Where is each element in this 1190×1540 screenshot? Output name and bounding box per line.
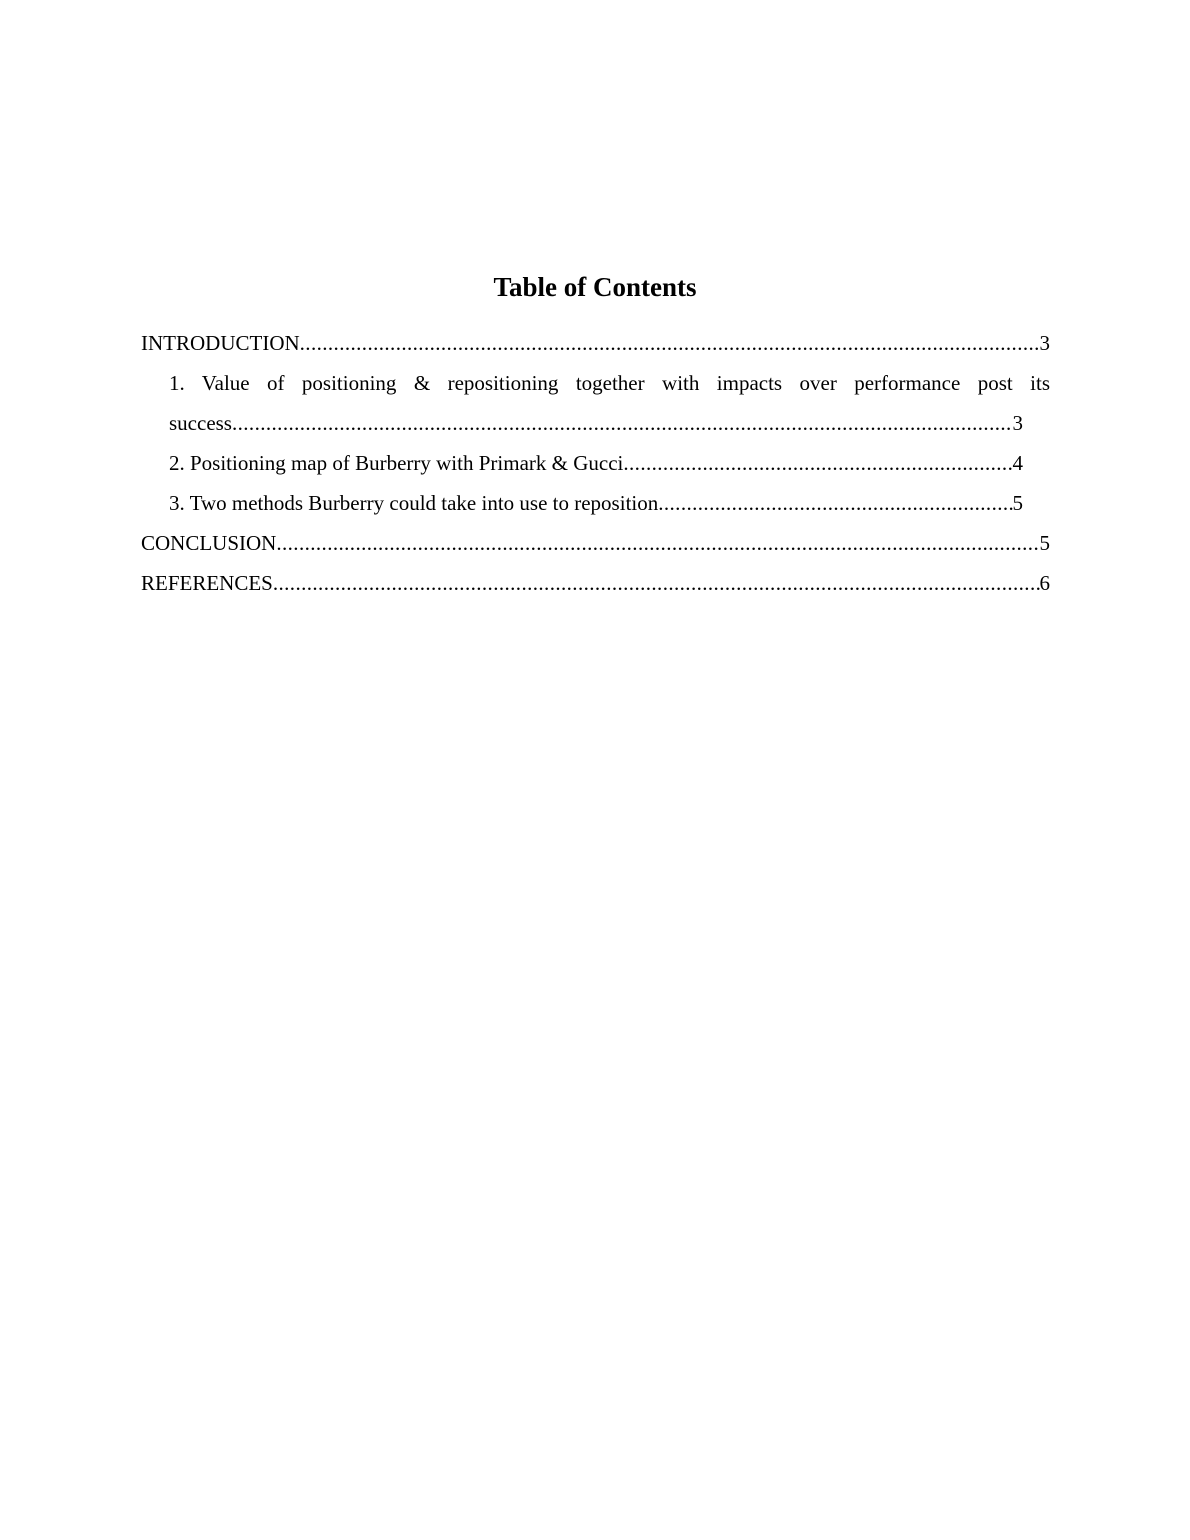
- toc-entry-label: INTRODUCTION: [141, 331, 300, 355]
- dot-leader: [658, 483, 1012, 523]
- dot-leader: [232, 403, 1013, 443]
- toc-entry-label: 3. Two methods Burberry could take into use to reposition: [169, 491, 659, 515]
- dot-leader: [273, 563, 1040, 603]
- toc-entry-label: CONCLUSION: [141, 531, 277, 555]
- toc-entry-label-line1: 1. Value of positioning & repositioning together with impacts over performance post its: [169, 371, 1050, 395]
- toc-entry-conclusion[interactable]: [141, 523, 1050, 563]
- toc-entry-introduction[interactable]: [141, 323, 1050, 363]
- dot-leader: [623, 443, 1012, 483]
- toc-title: Table of Contents: [493, 272, 697, 302]
- toc-page-number: 6: [1039, 571, 1050, 595]
- dot-leader: [276, 523, 1039, 563]
- table-of-contents: [141, 323, 1050, 603]
- dot-leader: [300, 323, 1040, 363]
- toc-entry-label: 2. Positioning map of Burberry with Primark & Gucci: [169, 451, 624, 475]
- toc-entry-label: REFERENCES: [141, 571, 273, 595]
- toc-entry-positioning-map[interactable]: [169, 443, 1023, 483]
- toc-page-number: 5: [1039, 531, 1050, 555]
- toc-page-number: 4: [1012, 451, 1023, 475]
- toc-page-number: 3: [1039, 331, 1050, 355]
- toc-page-number: 3: [1012, 411, 1023, 435]
- toc-page-number: 5: [1012, 491, 1023, 515]
- toc-entry-two-methods[interactable]: [169, 483, 1023, 523]
- toc-entry-label-line2: success: [169, 411, 232, 435]
- toc-entry-references[interactable]: [141, 563, 1050, 603]
- toc-entry-value-of-positioning[interactable]: [169, 363, 1050, 443]
